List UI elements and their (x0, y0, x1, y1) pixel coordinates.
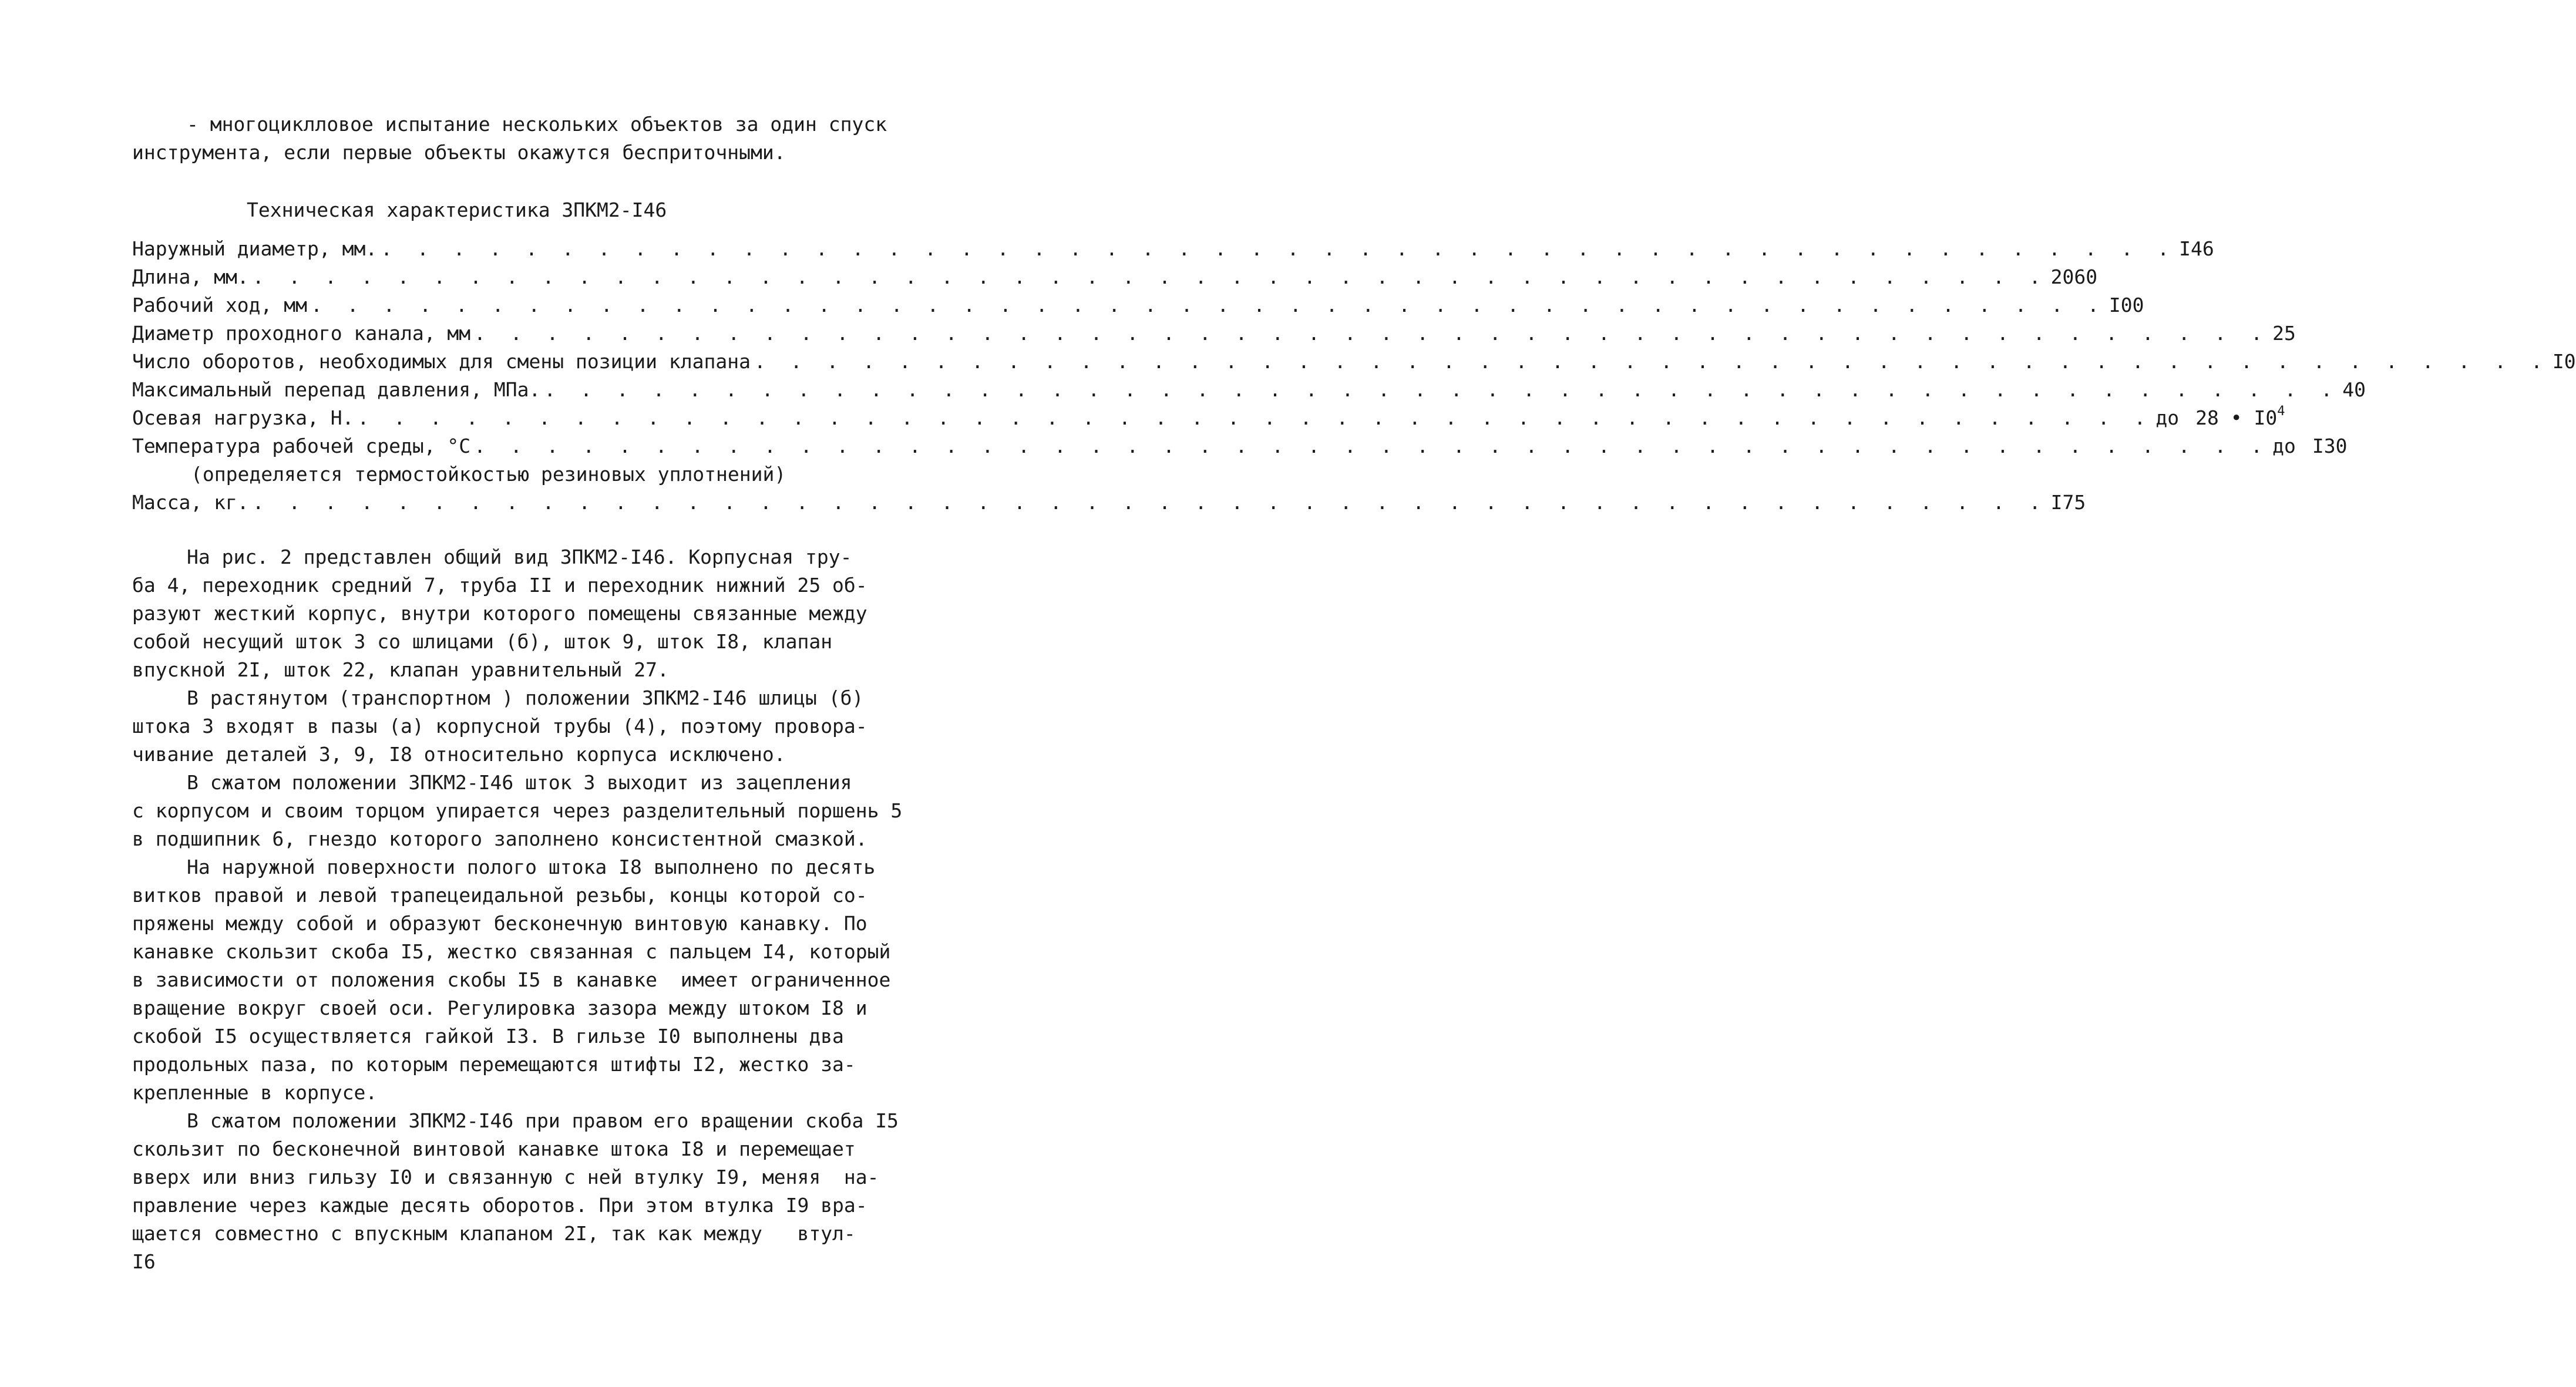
body-line: разуют жесткий корпус, внутри которого помещены связанные между (132, 602, 867, 625)
body-line: чивание деталей 3, 9, I8 относительно корпуса исключено. (132, 743, 786, 766)
intro-line-2: инструмента, если первые объекты окажутся бесприточными. (132, 141, 786, 164)
dot-leader: . . . . . . . . . . . . . . . . . . . . . . . . . . . . . . . . . . . . . . . . . . . . . . . . . . (474, 322, 2269, 345)
spec-value: I30 (2312, 435, 2348, 457)
dot-leader: . . . . . . . . . . . . . . . . . . . . . . . . . . . . . . . . . . . . . . . . . . . . . . . . . . (544, 378, 2339, 401)
spec-row-channel-diameter (132, 319, 2296, 348)
spec-row-length (132, 263, 2098, 291)
intro-line-1: - многоциклловое испытание нескольких объектов за один спуск (187, 113, 887, 136)
dot-leader: . . . . . . . . . . . . . . . . . . . . . . . . . . . . . . . . . . . . . . . . . . . . . . . . . . (474, 435, 2269, 457)
dot-leader: . . . . . . . . . . . . . . . . . . . . . . . . . . . . . . . . . . . . . . . . . . . . . . . . . . (754, 350, 2549, 373)
spec-value: I0 (2552, 350, 2576, 373)
dot-leader: . . . . . . . . . . . . . . . . . . . . . . . . . . . . . . . . . . . . . . . . . . . . . . . . . . (311, 294, 2106, 317)
body-line: впускной 2I, шток 22, клапан уравнительный 27. (132, 658, 669, 681)
spec-row-revolutions (132, 348, 2576, 376)
body-line: В растянутом (транспортном ) положении ЗПКМ2-I46 шлицы (б) (187, 686, 864, 709)
body-line: На рис. 2 представлен общий вид ЗПКМ2-I46. Корпусная тру- (187, 546, 852, 568)
body-line: крепленные в корпусе. (132, 1081, 378, 1104)
spec-label: Диаметр проходного канала, мм (132, 322, 471, 345)
dot-leader: . . . . . . . . . . . . . . . . . . . . . . . . . . . . . . . . . . . . . . . . . . . . . . . . . . (381, 237, 2176, 260)
spec-value: 2060 (2050, 265, 2098, 288)
body-line: В сжатом положении ЗПКМ2-I46 при правом его вращении скоба I5 (187, 1109, 899, 1132)
dot-leader: . . . . . . . . . . . . . . . . . . . . . . . . . . . . . . . . . . . . . . . . . . . . . . . . . . (252, 265, 2047, 288)
body-line: витков правой и левой трапецеидальной резьбы, концы которой со- (132, 884, 867, 907)
body-line: в зависимости от положения скобы I5 в канавке имеет ограниченное (132, 968, 891, 991)
spec-title: Техническая характеристика ЗПКМ2-I46 (247, 198, 667, 221)
spec-label: Масса, кг. (132, 491, 249, 514)
spec-value-base: 28 • I0 (2195, 406, 2278, 429)
spec-row-temperature (132, 432, 2348, 460)
body-line: в подшипник 6, гнездо которого заполнено консистентной смазкой. (132, 827, 867, 850)
body-line: скользит по бесконечной винтовой канавке штока I8 и перемещает (132, 1137, 856, 1160)
body-line: На наружной поверхности полого штока I8 выполнено по десять (187, 856, 876, 878)
body-line: пряжены между собой и образуют бесконечную винтовую канавку. По (132, 912, 867, 935)
body-line: вверх или вниз гильзу I0 и связанную с ней втулку I9, меняя на- (132, 1166, 879, 1189)
spec-label: Рабочий ход, мм (132, 294, 308, 317)
body-line: скобой I5 осуществляется гайкой I3. В гильзе I0 выполнены два (132, 1025, 844, 1048)
spec-label: Осевая нагрузка, Н. (132, 406, 354, 429)
spec-value: 40 (2342, 378, 2366, 401)
body-line: канавке скользит скоба I5, жестко связанная с пальцем I4, который (132, 940, 891, 963)
spec-row-outer-diameter (132, 235, 2214, 263)
spec-row-mass (132, 489, 2086, 517)
body-line: собой несущий шток 3 со шлицами (б), шток 9, шток I8, клапан (132, 630, 833, 653)
body-line: В сжатом положении ЗПКМ2-I46 шток 3 выходит из зацепления (187, 771, 852, 794)
spec-value: 25 (2272, 322, 2296, 345)
spec-value (2195, 404, 2285, 432)
spec-label: Максимальный перепад давления, МПа. (132, 378, 541, 401)
body-line: ба 4, переходник средний 7, труба II и переходник нижний 25 об- (132, 574, 867, 597)
spec-label: Наружный диаметр, мм. (132, 237, 378, 260)
body-line: с корпусом и своим торцом упирается через разделительный поршень 5 (132, 799, 903, 822)
dot-leader: . . . . . . . . . . . . . . . . . . . . . . . . . . . . . . . . . . . . . . . . . . . . . . . . . . (357, 406, 2153, 429)
body-line: вращение вокруг своей оси. Регулировка зазора между штоком I8 и (132, 997, 867, 1019)
spec-note: (определяется термостойкостью резиновых уплотнений) (191, 463, 786, 486)
spec-value: I00 (2108, 294, 2144, 317)
spec-value: I75 (2050, 491, 2086, 514)
spec-row-axial-load (132, 404, 2285, 432)
spec-label: Число оборотов, необходимых для смены позиции клапана (132, 350, 751, 373)
body-line: штока 3 входят в пазы (а) корпусной трубы (4), поэтому провора- (132, 715, 867, 738)
spec-prefix: до (2272, 435, 2296, 457)
body-line: продольных паза, по которым перемещаются штифты I2, жестко за- (132, 1053, 856, 1076)
spec-row-pressure-drop (132, 376, 2366, 404)
spec-value: I46 (2179, 237, 2214, 260)
spec-prefix: до (2155, 406, 2180, 429)
dot-leader: . . . . . . . . . . . . . . . . . . . . . . . . . . . . . . . . . . . . . . . . . . . . . . . . . . (252, 491, 2047, 514)
spec-label: Длина, мм. (132, 265, 249, 288)
spec-label: Температура рабочей среды, °C (132, 435, 471, 457)
spec-value-exponent: 4 (2277, 404, 2285, 419)
spec-row-stroke (132, 291, 2144, 319)
body-line: правление через каждые десять оборотов. При этом втулка I9 вра- (132, 1194, 867, 1217)
body-line: щается совместно с впускным клапаном 2I, так как между втул- (132, 1222, 856, 1245)
page-number: I6 (132, 1250, 156, 1273)
